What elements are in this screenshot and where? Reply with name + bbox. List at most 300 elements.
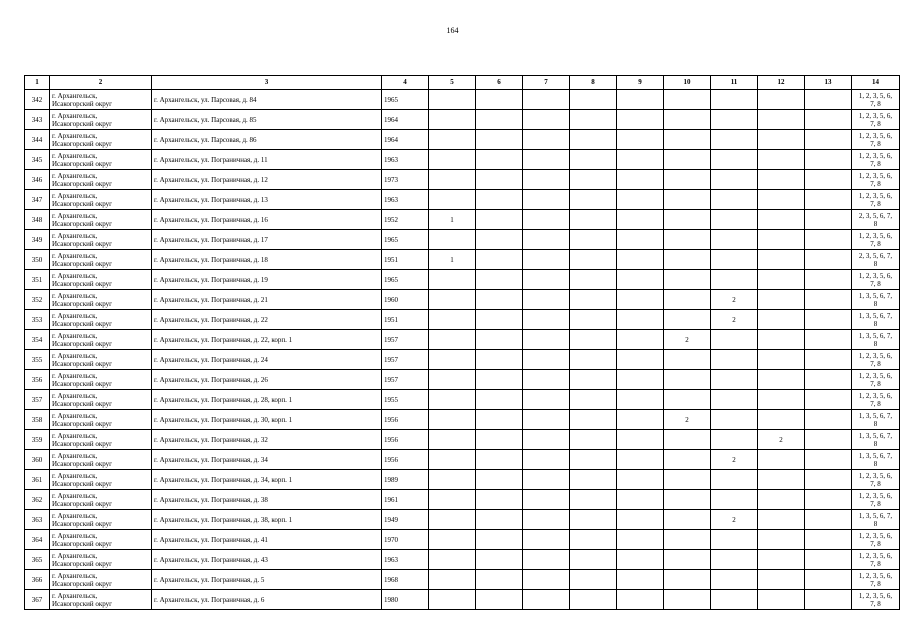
col7-cell	[523, 550, 570, 570]
col8-cell	[570, 110, 617, 130]
housing-register-table	[24, 75, 900, 610]
col13-cell	[805, 450, 852, 470]
col8-cell	[570, 530, 617, 550]
col6-cell	[476, 570, 523, 590]
col13-cell	[805, 430, 852, 450]
col13-cell	[805, 370, 852, 390]
year-cell: 1973	[382, 170, 429, 190]
col11-cell	[711, 190, 758, 210]
col6-cell	[476, 370, 523, 390]
district-cell: г. Архангельск, Исакогорский округ	[50, 310, 152, 330]
district-cell: г. Архангельск, Исакогорский округ	[50, 210, 152, 230]
year-cell: 1951	[382, 250, 429, 270]
col10-cell	[664, 250, 711, 270]
table-row	[25, 570, 900, 590]
col6-cell	[476, 390, 523, 410]
col9-cell	[617, 410, 664, 430]
col5-cell	[429, 550, 476, 570]
col10-cell	[664, 450, 711, 470]
col5-cell	[429, 570, 476, 590]
row-number: 358	[25, 410, 50, 430]
col9-cell	[617, 350, 664, 370]
col6-cell	[476, 250, 523, 270]
year-cell: 1980	[382, 590, 429, 610]
col13-cell	[805, 350, 852, 370]
col5-cell	[429, 310, 476, 330]
row-number: 363	[25, 510, 50, 530]
table-row	[25, 470, 900, 490]
address-cell: г. Архангельск, ул. Пограничная, д. 28, корп. 1	[152, 390, 382, 410]
col13-cell	[805, 230, 852, 250]
col8-cell	[570, 330, 617, 350]
col10-cell	[664, 150, 711, 170]
col7-cell	[523, 210, 570, 230]
col9-cell	[617, 170, 664, 190]
row-number: 351	[25, 270, 50, 290]
col11-cell	[711, 550, 758, 570]
col13-cell	[805, 390, 852, 410]
col6-cell	[476, 190, 523, 210]
col11-cell	[711, 410, 758, 430]
table-row	[25, 350, 900, 370]
col10-cell	[664, 90, 711, 110]
col9-cell	[617, 130, 664, 150]
col10-cell	[664, 290, 711, 310]
district-cell: г. Архангельск, Исакогорский округ	[50, 390, 152, 410]
col13-cell	[805, 530, 852, 550]
col6-cell	[476, 350, 523, 370]
col7-cell	[523, 370, 570, 390]
col12-cell	[758, 250, 805, 270]
col7-cell	[523, 110, 570, 130]
table-row	[25, 450, 900, 470]
col11-cell	[711, 270, 758, 290]
column-header: 1	[25, 76, 50, 90]
col12-cell	[758, 410, 805, 430]
address-cell: г. Архангельск, ул. Пограничная, д. 13	[152, 190, 382, 210]
codes-cell: 1, 2, 3, 5, 6, 7, 8	[852, 150, 900, 170]
table-row	[25, 390, 900, 410]
col11-cell	[711, 330, 758, 350]
address-cell: г. Архангельск, ул. Парсовая, д. 86	[152, 130, 382, 150]
col11-cell	[711, 130, 758, 150]
col8-cell	[570, 590, 617, 610]
col10-cell	[664, 530, 711, 550]
column-header: 4	[382, 76, 429, 90]
col10-cell	[664, 590, 711, 610]
codes-cell: 1, 2, 3, 5, 6, 7, 8	[852, 190, 900, 210]
year-cell: 1951	[382, 310, 429, 330]
col12-cell	[758, 450, 805, 470]
address-cell: г. Архангельск, ул. Пограничная, д. 22	[152, 310, 382, 330]
address-cell: г. Архангельск, ул. Пограничная, д. 11	[152, 150, 382, 170]
codes-cell: 1, 2, 3, 5, 6, 7, 8	[852, 490, 900, 510]
codes-cell: 1, 3, 5, 6, 7, 8	[852, 310, 900, 330]
year-cell: 1965	[382, 230, 429, 250]
year-cell: 1963	[382, 150, 429, 170]
row-number: 365	[25, 550, 50, 570]
codes-cell: 2, 3, 5, 6, 7, 8	[852, 250, 900, 270]
col7-cell	[523, 450, 570, 470]
codes-cell: 1, 2, 3, 5, 6, 7, 8	[852, 90, 900, 110]
table-row	[25, 130, 900, 150]
district-cell: г. Архангельск, Исакогорский округ	[50, 130, 152, 150]
table-row	[25, 530, 900, 550]
col10-cell: 2	[664, 330, 711, 350]
col12-cell	[758, 550, 805, 570]
col9-cell	[617, 110, 664, 130]
codes-cell: 1, 2, 3, 5, 6, 7, 8	[852, 110, 900, 130]
col12-cell	[758, 470, 805, 490]
codes-cell: 1, 3, 5, 6, 7, 8	[852, 510, 900, 530]
col5-cell	[429, 490, 476, 510]
page-number: 164	[446, 26, 459, 35]
col13-cell	[805, 330, 852, 350]
col12-cell	[758, 350, 805, 370]
col13-cell	[805, 590, 852, 610]
district-cell: г. Архангельск, Исакогорский округ	[50, 410, 152, 430]
col9-cell	[617, 230, 664, 250]
row-number: 366	[25, 570, 50, 590]
col12-cell	[758, 270, 805, 290]
col11-cell	[711, 390, 758, 410]
col10-cell	[664, 570, 711, 590]
column-header: 5	[429, 76, 476, 90]
year-cell: 1952	[382, 210, 429, 230]
col8-cell	[570, 150, 617, 170]
col5-cell	[429, 110, 476, 130]
col13-cell	[805, 150, 852, 170]
row-number: 361	[25, 470, 50, 490]
col12-cell	[758, 110, 805, 130]
district-cell: г. Архангельск, Исакогорский округ	[50, 330, 152, 350]
column-header: 11	[711, 76, 758, 90]
codes-cell: 1, 2, 3, 5, 6, 7, 8	[852, 530, 900, 550]
district-cell: г. Архангельск, Исакогорский округ	[50, 90, 152, 110]
col9-cell	[617, 570, 664, 590]
year-cell: 1965	[382, 270, 429, 290]
col12-cell	[758, 150, 805, 170]
col7-cell	[523, 390, 570, 410]
col9-cell	[617, 370, 664, 390]
table-row	[25, 90, 900, 110]
column-header: 2	[50, 76, 152, 90]
address-cell: г. Архангельск, ул. Пограничная, д. 38	[152, 490, 382, 510]
row-number: 362	[25, 490, 50, 510]
year-cell: 1957	[382, 330, 429, 350]
district-cell: г. Архангельск, Исакогорский округ	[50, 110, 152, 130]
table-row	[25, 310, 900, 330]
row-number: 360	[25, 450, 50, 470]
col8-cell	[570, 490, 617, 510]
col5-cell	[429, 90, 476, 110]
col8-cell	[570, 390, 617, 410]
col6-cell	[476, 90, 523, 110]
col5-cell: 1	[429, 210, 476, 230]
column-header: 12	[758, 76, 805, 90]
col13-cell	[805, 570, 852, 590]
col10-cell: 2	[664, 410, 711, 430]
col6-cell	[476, 170, 523, 190]
col10-cell	[664, 510, 711, 530]
year-cell: 1957	[382, 370, 429, 390]
codes-cell: 1, 3, 5, 6, 7, 8	[852, 410, 900, 430]
col11-cell	[711, 110, 758, 130]
col5-cell	[429, 350, 476, 370]
col7-cell	[523, 570, 570, 590]
col12-cell	[758, 490, 805, 510]
col6-cell	[476, 130, 523, 150]
col12-cell	[758, 290, 805, 310]
year-cell: 1956	[382, 430, 429, 450]
col13-cell	[805, 410, 852, 430]
col8-cell	[570, 310, 617, 330]
col6-cell	[476, 450, 523, 470]
col9-cell	[617, 390, 664, 410]
codes-cell: 1, 2, 3, 5, 6, 7, 8	[852, 130, 900, 150]
col8-cell	[570, 470, 617, 490]
column-header: 9	[617, 76, 664, 90]
col11-cell: 2	[711, 290, 758, 310]
col5-cell	[429, 170, 476, 190]
col12-cell	[758, 370, 805, 390]
col6-cell	[476, 310, 523, 330]
year-cell: 1964	[382, 110, 429, 130]
col8-cell	[570, 290, 617, 310]
row-number: 357	[25, 390, 50, 410]
address-cell: г. Архангельск, ул. Пограничная, д. 32	[152, 430, 382, 450]
col12-cell	[758, 530, 805, 550]
row-number: 354	[25, 330, 50, 350]
codes-cell: 1, 2, 3, 5, 6, 7, 8	[852, 570, 900, 590]
row-number: 347	[25, 190, 50, 210]
col10-cell	[664, 370, 711, 390]
col6-cell	[476, 430, 523, 450]
col5-cell	[429, 290, 476, 310]
col9-cell	[617, 450, 664, 470]
col7-cell	[523, 230, 570, 250]
codes-cell: 1, 2, 3, 5, 6, 7, 8	[852, 170, 900, 190]
col8-cell	[570, 570, 617, 590]
col8-cell	[570, 370, 617, 390]
col8-cell	[570, 250, 617, 270]
col10-cell	[664, 170, 711, 190]
col6-cell	[476, 490, 523, 510]
row-number: 348	[25, 210, 50, 230]
address-cell: г. Архангельск, ул. Пограничная, д. 17	[152, 230, 382, 250]
col7-cell	[523, 470, 570, 490]
year-cell: 1965	[382, 90, 429, 110]
year-cell: 1957	[382, 350, 429, 370]
col5-cell	[429, 430, 476, 450]
col7-cell	[523, 170, 570, 190]
address-cell: г. Архангельск, ул. Пограничная, д. 6	[152, 590, 382, 610]
col11-cell	[711, 150, 758, 170]
district-cell: г. Архангельск, Исакогорский округ	[50, 270, 152, 290]
col12-cell	[758, 590, 805, 610]
column-header: 14	[852, 76, 900, 90]
district-cell: г. Архангельск, Исакогорский округ	[50, 430, 152, 450]
col6-cell	[476, 470, 523, 490]
col5-cell	[429, 510, 476, 530]
col5-cell	[429, 450, 476, 470]
codes-cell: 1, 2, 3, 5, 6, 7, 8	[852, 550, 900, 570]
col11-cell	[711, 490, 758, 510]
col10-cell	[664, 130, 711, 150]
col5-cell	[429, 590, 476, 610]
col13-cell	[805, 210, 852, 230]
codes-cell: 1, 2, 3, 5, 6, 7, 8	[852, 370, 900, 390]
col11-cell	[711, 570, 758, 590]
col11-cell	[711, 250, 758, 270]
address-cell: г. Архангельск, ул. Пограничная, д. 18	[152, 250, 382, 270]
col13-cell	[805, 510, 852, 530]
year-cell: 1968	[382, 570, 429, 590]
col10-cell	[664, 550, 711, 570]
col9-cell	[617, 270, 664, 290]
col13-cell	[805, 110, 852, 130]
codes-cell: 1, 3, 5, 6, 7, 8	[852, 290, 900, 310]
column-header: 3	[152, 76, 382, 90]
address-cell: г. Архангельск, ул. Пограничная, д. 34, корп. 1	[152, 470, 382, 490]
col10-cell	[664, 110, 711, 130]
column-header: 8	[570, 76, 617, 90]
district-cell: г. Архангельск, Исакогорский округ	[50, 590, 152, 610]
col8-cell	[570, 510, 617, 530]
col9-cell	[617, 210, 664, 230]
col11-cell	[711, 90, 758, 110]
table-row	[25, 270, 900, 290]
col9-cell	[617, 310, 664, 330]
col7-cell	[523, 270, 570, 290]
row-number: 343	[25, 110, 50, 130]
district-cell: г. Архангельск, Исакогорский округ	[50, 370, 152, 390]
col11-cell	[711, 530, 758, 550]
col12-cell	[758, 570, 805, 590]
table-row	[25, 510, 900, 530]
district-cell: г. Архангельск, Исакогорский округ	[50, 550, 152, 570]
year-cell: 1963	[382, 190, 429, 210]
column-header: 6	[476, 76, 523, 90]
col6-cell	[476, 590, 523, 610]
col6-cell	[476, 410, 523, 430]
year-cell: 1963	[382, 550, 429, 570]
col5-cell	[429, 410, 476, 430]
col12-cell	[758, 390, 805, 410]
col8-cell	[570, 430, 617, 450]
col10-cell	[664, 310, 711, 330]
col12-cell	[758, 130, 805, 150]
col10-cell	[664, 230, 711, 250]
col7-cell	[523, 290, 570, 310]
col8-cell	[570, 270, 617, 290]
codes-cell: 1, 2, 3, 5, 6, 7, 8	[852, 390, 900, 410]
col8-cell	[570, 410, 617, 430]
year-cell: 1964	[382, 130, 429, 150]
table-row	[25, 430, 900, 450]
col7-cell	[523, 410, 570, 430]
col11-cell	[711, 350, 758, 370]
col9-cell	[617, 190, 664, 210]
col9-cell	[617, 530, 664, 550]
col10-cell	[664, 270, 711, 290]
codes-cell: 1, 2, 3, 5, 6, 7, 8	[852, 270, 900, 290]
district-cell: г. Архангельск, Исакогорский округ	[50, 350, 152, 370]
col5-cell	[429, 470, 476, 490]
col8-cell	[570, 210, 617, 230]
codes-cell: 1, 3, 5, 6, 7, 8	[852, 330, 900, 350]
row-number: 364	[25, 530, 50, 550]
address-cell: г. Архангельск, ул. Пограничная, д. 19	[152, 270, 382, 290]
col7-cell	[523, 310, 570, 330]
col9-cell	[617, 510, 664, 530]
col6-cell	[476, 550, 523, 570]
col11-cell	[711, 590, 758, 610]
district-cell: г. Архангельск, Исакогорский округ	[50, 290, 152, 310]
address-cell: г. Архангельск, ул. Пограничная, д. 26	[152, 370, 382, 390]
row-number: 353	[25, 310, 50, 330]
address-cell: г. Архангельск, ул. Пограничная, д. 24	[152, 350, 382, 370]
district-cell: г. Архангельск, Исакогорский округ	[50, 510, 152, 530]
row-number: 355	[25, 350, 50, 370]
col13-cell	[805, 190, 852, 210]
district-cell: г. Архангельск, Исакогорский округ	[50, 470, 152, 490]
col5-cell	[429, 150, 476, 170]
col11-cell	[711, 430, 758, 450]
year-cell: 1960	[382, 290, 429, 310]
col5-cell	[429, 330, 476, 350]
col7-cell	[523, 130, 570, 150]
col5-cell	[429, 190, 476, 210]
col10-cell	[664, 210, 711, 230]
codes-cell: 1, 2, 3, 5, 6, 7, 8	[852, 350, 900, 370]
district-cell: г. Архангельск, Исакогорский округ	[50, 250, 152, 270]
year-cell: 1949	[382, 510, 429, 530]
col12-cell	[758, 330, 805, 350]
address-cell: г. Архангельск, ул. Пограничная, д. 41	[152, 530, 382, 550]
col6-cell	[476, 110, 523, 130]
col12-cell	[758, 170, 805, 190]
table-body	[25, 90, 900, 610]
col7-cell	[523, 150, 570, 170]
col13-cell	[805, 130, 852, 150]
col10-cell	[664, 190, 711, 210]
col5-cell	[429, 530, 476, 550]
district-cell: г. Архангельск, Исакогорский округ	[50, 530, 152, 550]
col11-cell: 2	[711, 510, 758, 530]
col11-cell	[711, 230, 758, 250]
col6-cell	[476, 150, 523, 170]
table-row	[25, 110, 900, 130]
table-row	[25, 590, 900, 610]
year-cell: 1956	[382, 410, 429, 430]
row-number: 359	[25, 430, 50, 450]
table-row	[25, 170, 900, 190]
table-row	[25, 330, 900, 350]
year-cell: 1956	[382, 450, 429, 470]
col7-cell	[523, 90, 570, 110]
row-number: 356	[25, 370, 50, 390]
col13-cell	[805, 250, 852, 270]
address-cell: г. Архангельск, ул. Пограничная, д. 38, корп. 1	[152, 510, 382, 530]
year-cell: 1961	[382, 490, 429, 510]
district-cell: г. Архангельск, Исакогорский округ	[50, 170, 152, 190]
col6-cell	[476, 230, 523, 250]
row-number: 350	[25, 250, 50, 270]
col9-cell	[617, 590, 664, 610]
codes-cell: 1, 2, 3, 5, 6, 7, 8	[852, 470, 900, 490]
table-row	[25, 250, 900, 270]
